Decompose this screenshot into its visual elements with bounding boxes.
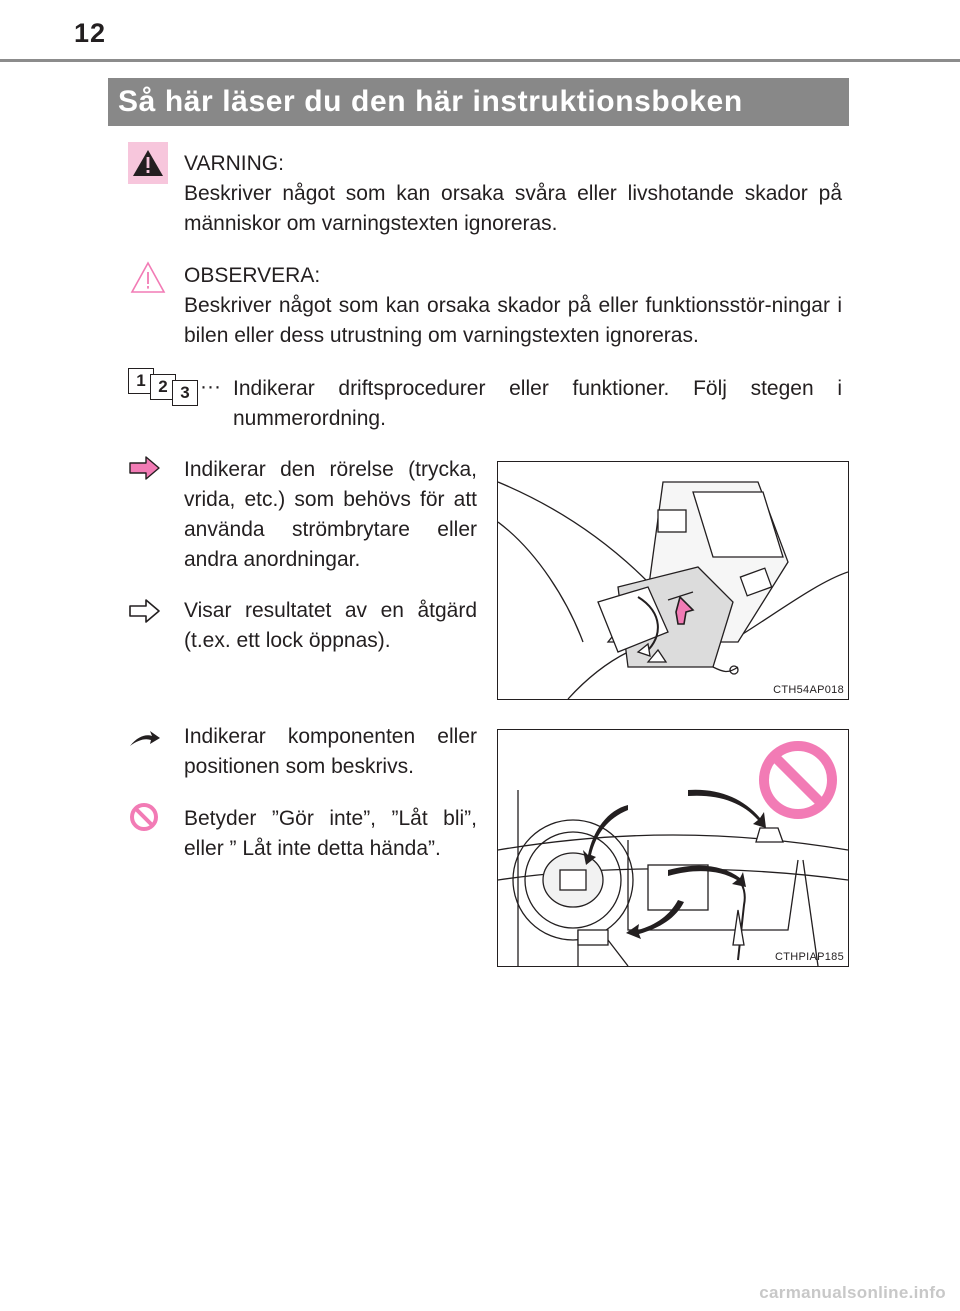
page-title: Så här läser du den här instruktionsboken bbox=[118, 85, 743, 118]
illustration-code: CTH54AP018 bbox=[773, 684, 844, 696]
curved-pointer-arrow-icon bbox=[128, 728, 162, 750]
warning-text: Beskriver något som kan orsaka svåra eller livshotande skador på människor om varningstexten ignoreras. bbox=[184, 182, 842, 235]
step-badge: 1 bbox=[128, 368, 154, 394]
action-arrow-filled-icon bbox=[128, 455, 162, 481]
warning-triangle-outline-icon bbox=[128, 258, 168, 298]
warning-triangle-filled-icon bbox=[128, 142, 168, 184]
prohibit-text: Betyder ”Gör inte”, ”Låt bli”, eller ” Låt inte detta hända”. bbox=[184, 807, 477, 860]
illustration-code: CTHPIAP185 bbox=[774, 951, 844, 963]
step-badge: 3 bbox=[172, 380, 198, 406]
prohibition-icon bbox=[128, 801, 160, 833]
steps-text: Indikerar driftsprocedurer eller funktioner. Följ stegen i nummerordning. bbox=[233, 377, 842, 430]
notice-text: Beskriver något som kan orsaka skador på eller funktionsstör-ningar i bilen eller dess utrustning om varningstexten ignoreras. bbox=[184, 294, 842, 347]
dashboard-illustration bbox=[497, 729, 849, 967]
action-text: Indikerar den rörelse (trycka, vrida, etc.) som behövs för att använda strömbrytare eller andra anordningar. bbox=[184, 458, 477, 571]
overhead-console-illustration bbox=[497, 461, 849, 700]
page-number: 12 bbox=[74, 18, 107, 48]
step-badges bbox=[128, 368, 204, 406]
warning-label: VARNING: bbox=[184, 152, 284, 175]
footer-watermark: carmanualsonline.info bbox=[759, 1283, 946, 1302]
result-text: Visar resultatet av en åtgärd (t.ex. ett lock öppnas). bbox=[184, 599, 477, 652]
result-arrow-outline-icon bbox=[128, 598, 162, 624]
step-badge: 2 bbox=[150, 374, 176, 400]
component-text: Indikerar komponenten eller positionen som beskrivs. bbox=[184, 725, 477, 778]
steps-ellipsis: ··· bbox=[200, 375, 221, 398]
top-rule bbox=[0, 59, 960, 62]
notice-label: OBSERVERA: bbox=[184, 264, 321, 287]
